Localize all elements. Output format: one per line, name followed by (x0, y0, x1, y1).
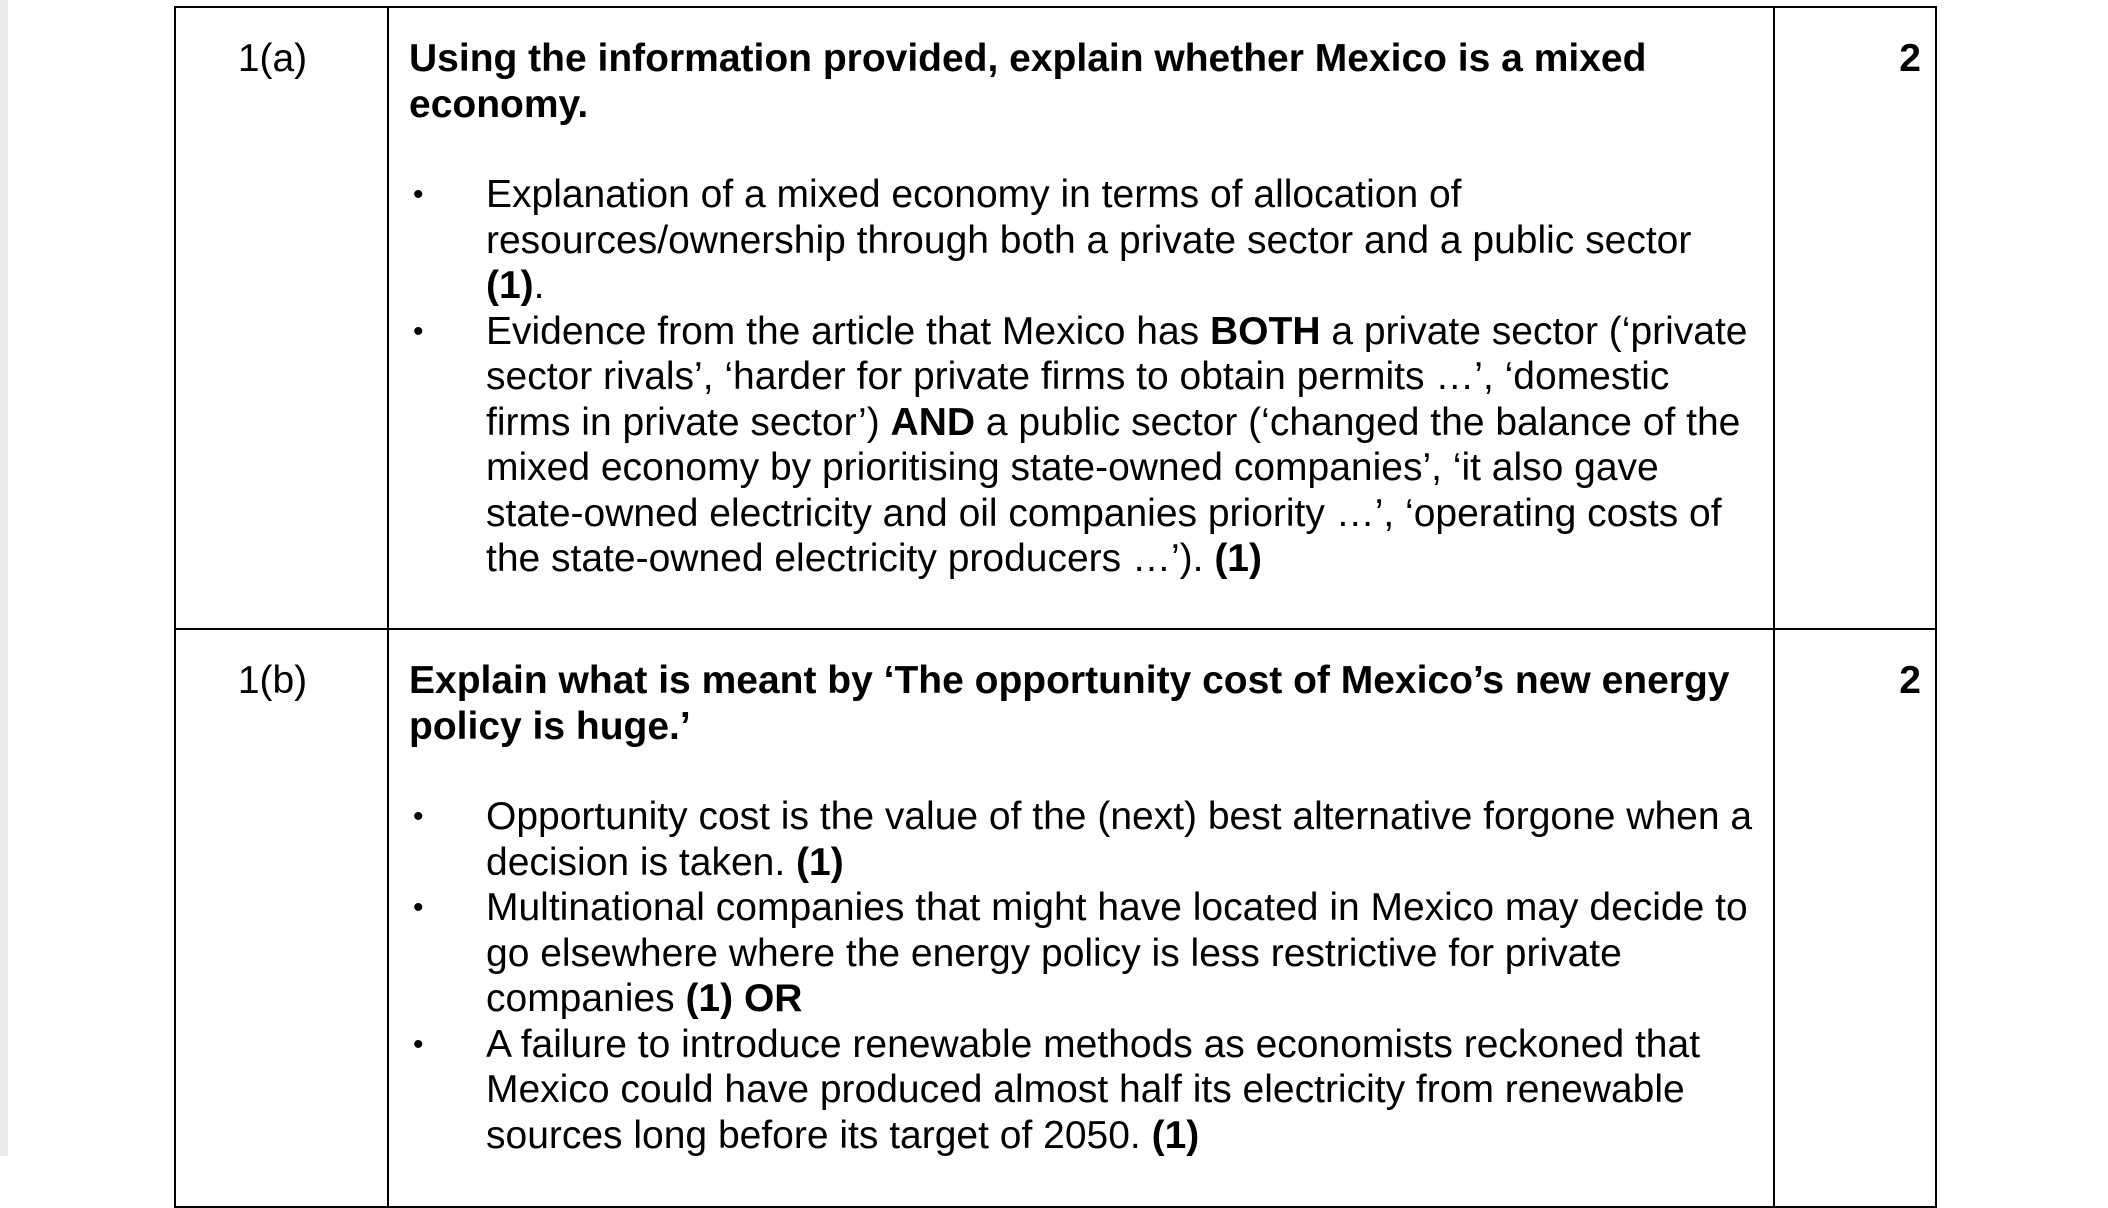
list-item (409, 794, 1759, 885)
answer-cell (388, 629, 1774, 1207)
mark-allocation: (1) (796, 840, 844, 884)
list-item (409, 172, 1759, 309)
point-text: Multinational companies that might have located in Mexico may decide to go elsewhere where the energy policy is less restrictive for private companies (486, 886, 1748, 1020)
table-row (175, 629, 1936, 1207)
marking-points (409, 172, 1759, 582)
question-text: Using the information provided, explain whether Mexico is a mixed economy. (409, 37, 1647, 126)
answer-cell (388, 7, 1774, 629)
emphasis-text: AND (890, 400, 976, 444)
point-text: a public sector (‘changed the balance of the mixed economy by prioritising state-owned companies’, ‘it also gave state-owned electricity and oil companies priority …’, ‘operating costs of the state-owned electricity producers …’). (486, 400, 1741, 580)
question-number: 1(b) (175, 629, 388, 1207)
bullet-icon: • (413, 1027, 424, 1061)
mark-allocation: (1) (1151, 1113, 1200, 1157)
mark-allocation: (1) OR (685, 977, 803, 1020)
point-text: Evidence from the article that Mexico has (486, 309, 1210, 353)
question-text: Explain what is meant by ‘The opportunity cost of Mexico’s new energy policy is huge.’ (409, 659, 1730, 748)
list-item (409, 1022, 1759, 1159)
emphasis-text: BOTH (1210, 309, 1321, 353)
mark-allocation: (1) (1214, 537, 1262, 580)
table-row (175, 7, 1936, 629)
bullet-icon: • (413, 891, 424, 924)
bullet-icon: • (413, 314, 424, 348)
list-item (409, 885, 1759, 1022)
point-text: Explanation of a mixed economy in terms of allocation of resources/ownership through both a private sector and a public sector (486, 173, 1692, 262)
mark-allocation: (1) (486, 264, 534, 307)
point-text: . (533, 264, 545, 307)
point-text: Opportunity cost is the value of the (next) best alternative forgone when a decision is taken. (486, 795, 1753, 884)
marks-value: 2 (1774, 7, 1936, 629)
marks-value: 2 (1774, 629, 1936, 1207)
point-text: A failure to introduce renewable methods as economists reckoned that Mexico could have produced almost half its electricity from renewable sources long before its target of 2050. (486, 1022, 1701, 1157)
mark-scheme-table (174, 6, 1937, 1208)
marking-points (409, 794, 1759, 1158)
list-item (409, 309, 1759, 582)
point-text: a private sector (‘private sector rivals’, ‘harder for private firms to obtain permits …’, ‘domestic firms in private sector’) (486, 309, 1748, 444)
bullet-icon: • (413, 800, 424, 833)
page-edge (0, 0, 8, 1156)
question-number: 1(a) (175, 7, 388, 629)
bullet-icon: • (413, 178, 424, 211)
